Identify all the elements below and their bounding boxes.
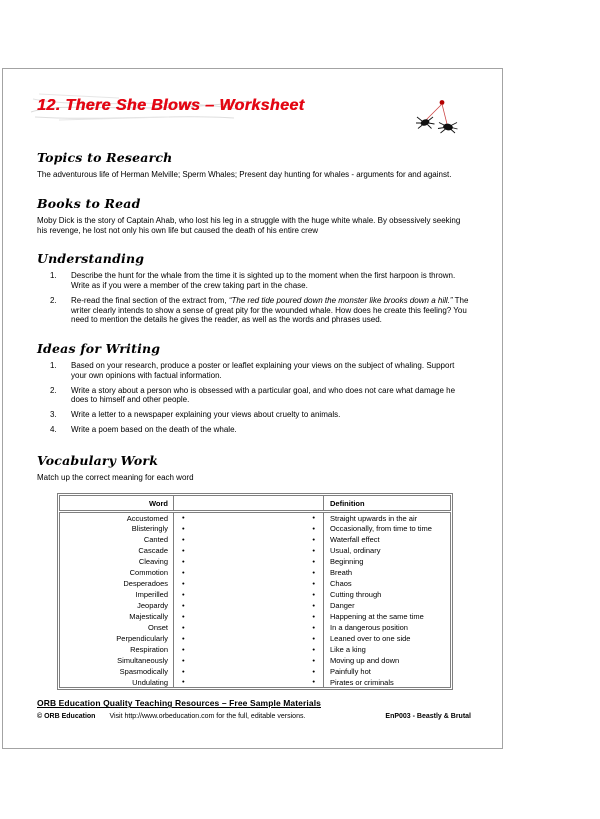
word-match-bullet: • — [182, 600, 185, 610]
item-number: 1. — [50, 361, 57, 370]
item-number: 2. — [50, 295, 57, 305]
word-cell: Undulating — [60, 677, 174, 688]
vocab-table-row — [60, 556, 451, 567]
match-cell — [174, 512, 324, 523]
definition-cell: Painfully hot — [330, 666, 371, 676]
definition-cell: Waterfall effect — [330, 534, 380, 544]
list-item — [37, 271, 471, 291]
match-cell — [174, 556, 324, 567]
definition-match-bullet: • — [312, 523, 315, 533]
title-row — [37, 97, 471, 141]
vocab-table-row — [60, 644, 451, 655]
worksheet-page — [2, 68, 503, 749]
ideas-list — [37, 361, 471, 435]
item-text: Write a poem based on the death of the whale. — [71, 424, 237, 434]
word-match-bullet: • — [182, 655, 185, 665]
match-cell — [174, 622, 324, 633]
word-match-bullet: • — [182, 567, 185, 577]
definition-match-bullet: • — [312, 611, 315, 621]
footer-copyright: © ORB Education — [37, 713, 96, 721]
definition-cell: Like a king — [330, 644, 366, 654]
word-match-bullet: • — [182, 556, 185, 566]
word-cell: Blisteringly — [60, 523, 174, 534]
vocab-table-row — [60, 611, 451, 622]
word-match-bullet: • — [182, 513, 185, 523]
match-cell — [174, 578, 324, 589]
definition-match-bullet: • — [312, 556, 315, 566]
match-cell — [174, 589, 324, 600]
definition-cell: Straight upwards in the air — [330, 513, 418, 523]
match-column-header — [174, 496, 324, 512]
definition-cell: Chaos — [330, 578, 352, 588]
vocab-table-row — [60, 622, 451, 633]
definition-cell: Usual, ordinary — [330, 545, 381, 555]
match-cell — [174, 567, 324, 578]
word-match-bullet: • — [182, 644, 185, 654]
word-cell: Cascade — [60, 545, 174, 556]
hanging-spiders-icon — [411, 99, 461, 141]
list-item — [37, 296, 471, 325]
word-cell: Accustomed — [60, 512, 174, 523]
definition-cell: Leaned over to one side — [330, 633, 411, 643]
definition-cell: Cutting through — [330, 589, 382, 599]
vocab-table-row — [60, 534, 451, 545]
match-cell — [174, 611, 324, 622]
word-cell: Jeopardy — [60, 600, 174, 611]
vocabulary-intro: Match up the correct meaning for each word — [37, 472, 194, 482]
title-wrap — [37, 97, 304, 115]
match-cell — [174, 644, 324, 655]
definition-match-bullet: • — [312, 513, 315, 523]
match-cell — [174, 534, 324, 545]
word-cell: Imperilled — [60, 589, 174, 600]
word-column-header: Word — [60, 496, 174, 512]
vocab-table — [57, 493, 453, 690]
match-cell — [174, 600, 324, 611]
definition-cell: Breath — [330, 567, 353, 577]
vocab-table-row — [60, 578, 451, 589]
word-cell: Cleaving — [60, 556, 174, 567]
word-match-bullet: • — [182, 677, 185, 687]
definition-match-bullet: • — [312, 633, 315, 643]
vocab-table-row — [60, 589, 451, 600]
item-text: Describe the hunt for the whale from the time it is sighted up to the moment when the first harpoon is thrown. Write as if you were a member of the crew taking part in the chase. — [71, 271, 456, 290]
match-cell — [174, 545, 324, 556]
definition-match-bullet: • — [312, 589, 315, 599]
definition-match-bullet: • — [312, 578, 315, 588]
match-cell — [174, 523, 324, 534]
footer-meta-row — [37, 713, 471, 720]
item-number: 4. — [50, 424, 57, 434]
item-text: Write a story about a person who is obsessed with a particular goal, and who does not care what damage he does to himself and other people. — [71, 385, 456, 405]
section-heading-topics: Topics to Research — [37, 150, 173, 165]
definition-column-header: Definition — [324, 496, 451, 512]
definition-cell: Beginning — [330, 556, 364, 566]
item-text-prefix: Re-read the final section of the extract from, — [71, 295, 229, 305]
section-heading-books: Books to Read — [37, 195, 141, 211]
item-number: 1. — [50, 271, 57, 281]
word-match-bullet: • — [182, 622, 185, 632]
section-heading-understanding: Understanding — [37, 251, 145, 267]
match-cell — [174, 655, 324, 666]
item-text: Based on your research, produce a poster or leaflet explaining your views on the subject of whaling. Support your own opinions with factual information. — [71, 361, 455, 380]
definition-match-bullet: • — [312, 644, 315, 654]
item-number: 3. — [50, 410, 57, 419]
footer-product-code: EnP003 - Beastly & Brutal — [385, 713, 471, 721]
books-body: Moby Dick is the story of Captain Ahab, who lost his leg in a struggle with the huge white whale. By obsessively seeking his revenge, he lost not only his own life but caused the death of his entire crew — [37, 215, 461, 235]
understanding-list — [37, 271, 471, 325]
word-cell: Onset — [60, 622, 174, 633]
definition-match-bullet: • — [312, 534, 315, 544]
vocab-table-header — [60, 496, 451, 512]
vocab-table-row — [60, 633, 451, 644]
vocab-table-row — [60, 677, 451, 688]
item-text-suffix: The writer clearly intends to show a sense of great pity for the wounded whale. How does he create this feeling? You need to mention the details he gives the reader, as well as the words and phrases used. — [71, 295, 469, 325]
vocab-table-row — [60, 512, 451, 523]
word-match-bullet: • — [182, 633, 185, 643]
word-cell: Respiration — [60, 644, 174, 655]
word-cell: Desperadoes — [60, 578, 174, 589]
vocab-table-row — [60, 523, 451, 534]
vocab-table-body — [60, 512, 451, 688]
list-item — [37, 425, 471, 435]
vocab-table-row — [60, 600, 451, 611]
section-heading-ideas: Ideas for Writing — [37, 341, 161, 356]
vocab-table-row — [60, 655, 451, 666]
item-text — [71, 296, 471, 325]
word-cell: Canted — [60, 534, 174, 545]
vocab-table-row — [60, 567, 451, 578]
definition-cell: Happening at the same time — [330, 611, 424, 621]
match-cell — [174, 677, 324, 688]
definition-match-bullet: • — [312, 622, 315, 632]
word-cell: Simultaneously — [60, 655, 174, 666]
definition-cell: In a dangerous position — [330, 622, 408, 632]
list-item — [37, 410, 471, 420]
definition-cell: Pirates or criminals — [330, 677, 394, 687]
match-cell — [174, 633, 324, 644]
word-cell: Commotion — [60, 567, 174, 578]
topics-body: The adventurous life of Herman Melville; Sperm Whales; Present day hunting for whales - arguments for and against. — [37, 170, 452, 179]
definition-match-bullet: • — [312, 677, 315, 687]
list-item — [37, 386, 471, 406]
item-number: 2. — [50, 385, 57, 395]
word-match-bullet: • — [182, 578, 185, 588]
definition-cell: Moving up and down — [330, 655, 400, 665]
footer-visit-text: Visit http://www.orbeducation.com for the full, editable versions. — [109, 713, 306, 721]
section-heading-vocabulary: Vocabulary Work — [37, 452, 159, 468]
definition-match-bullet: • — [312, 567, 315, 577]
page-title: 12. There She Blows – Worksheet — [37, 97, 305, 114]
definition-match-bullet: • — [312, 545, 315, 555]
word-match-bullet: • — [182, 523, 185, 533]
item-text-quote: “The red tide poured down the monster like brooks down a hill.” — [228, 295, 453, 305]
page-footer — [37, 698, 471, 720]
word-cell: Spasmodically — [60, 666, 174, 677]
definition-cell: Occasionally, from time to time — [330, 523, 432, 533]
word-match-bullet: • — [182, 534, 185, 544]
word-match-bullet: • — [182, 589, 185, 599]
vocab-table-row — [60, 666, 451, 677]
item-text: Write a letter to a newspaper explaining your views about cruelty to animals. — [71, 410, 341, 419]
definition-match-bullet: • — [312, 600, 315, 610]
word-match-bullet: • — [182, 666, 185, 676]
word-match-bullet: • — [182, 545, 185, 555]
list-item — [37, 361, 471, 381]
footer-headline: ORB Education Quality Teaching Resources – Free Sample Materials — [37, 698, 321, 709]
definition-match-bullet: • — [312, 655, 315, 665]
word-cell: Perpendicularly — [60, 633, 174, 644]
definition-cell: Danger — [330, 600, 355, 610]
match-cell — [174, 666, 324, 677]
vocab-table-row — [60, 545, 451, 556]
definition-match-bullet: • — [312, 666, 315, 676]
word-cell: Majestically — [60, 611, 174, 622]
word-match-bullet: • — [182, 611, 185, 621]
